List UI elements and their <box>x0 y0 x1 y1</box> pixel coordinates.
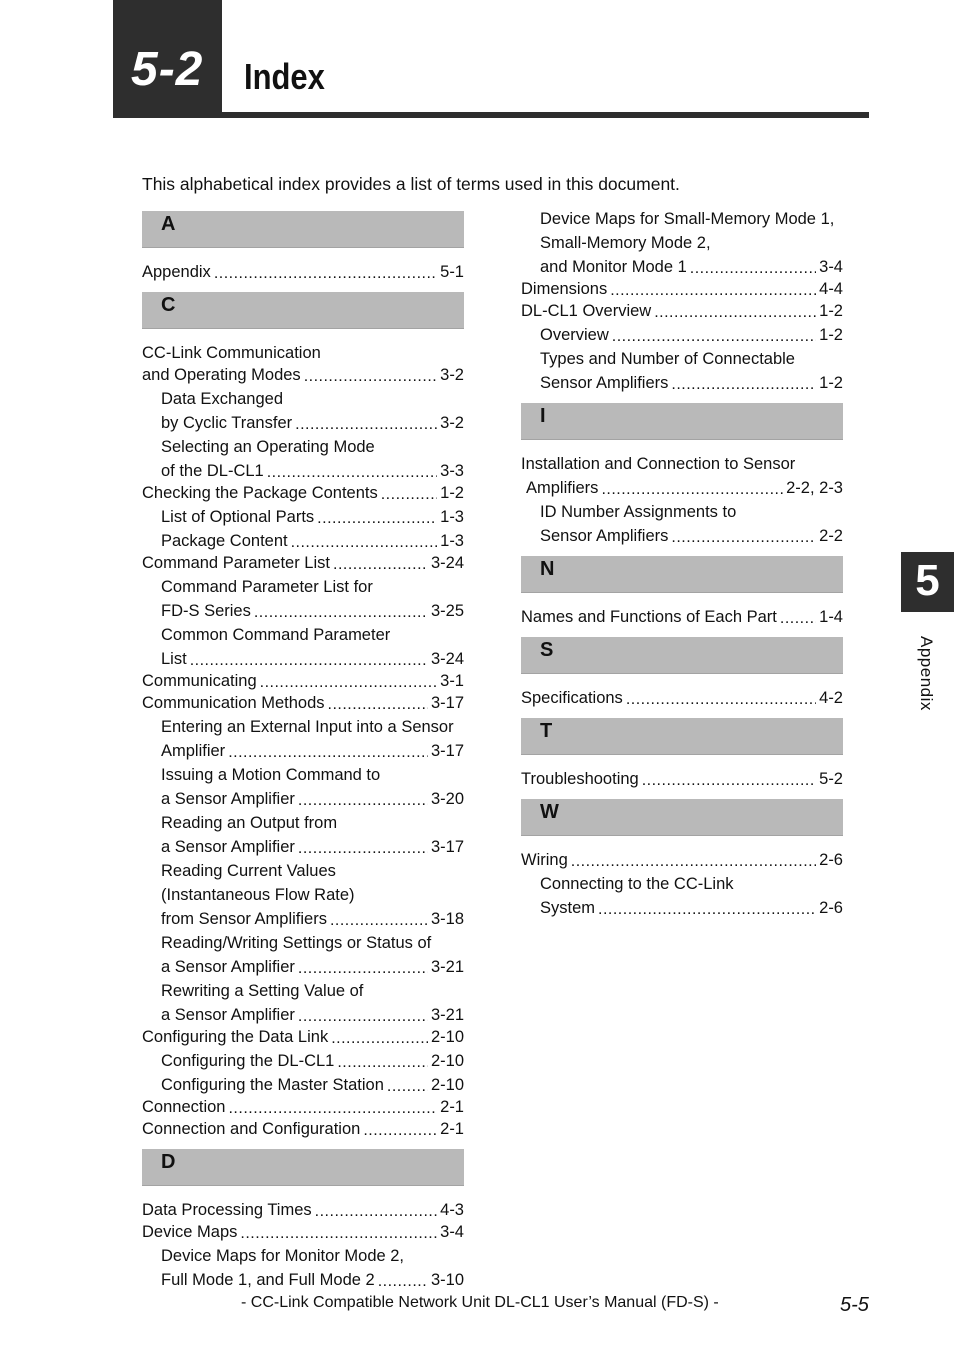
index-term: FD-S Series <box>161 602 251 620</box>
index-entry-line <box>521 345 843 369</box>
index-page-ref: 3-2 <box>440 414 464 432</box>
dot-leader <box>240 1223 437 1240</box>
index-entry <box>142 1047 464 1071</box>
index-page-ref: 3-10 <box>430 1271 464 1289</box>
index-term: DL-CL1 Overview <box>521 302 652 320</box>
index-entry <box>521 474 843 498</box>
index-page-ref: 4-4 <box>819 280 843 298</box>
index-letter-header <box>521 799 843 836</box>
dot-leader <box>304 366 437 383</box>
index-letter-header <box>521 637 843 674</box>
index-letter-header <box>521 556 843 593</box>
index-entry <box>521 767 843 789</box>
chapter-tab-number: 5 <box>915 556 940 605</box>
section-gap <box>521 708 843 718</box>
index-page-ref: 2-2 <box>819 527 843 545</box>
index-term: Data Processing Times <box>142 1201 312 1219</box>
index-term: a Sensor Amplifier <box>161 1006 295 1024</box>
index-entry <box>142 905 464 929</box>
index-entry <box>142 1095 464 1117</box>
index-term: Sensor Amplifiers <box>540 527 669 545</box>
index-page-ref: 2-6 <box>819 899 843 917</box>
dot-leader <box>378 1271 428 1288</box>
index-page-ref: 3-17 <box>430 742 464 760</box>
index-page-ref: 2-1 <box>440 1120 464 1138</box>
index-page-ref: 1-2 <box>819 302 843 320</box>
index-entry <box>142 363 464 385</box>
index-entry <box>142 409 464 433</box>
index-term: List of Optional Parts <box>161 508 315 526</box>
index-term: Reading/Writing Settings or Status of <box>161 934 432 952</box>
index-term: a Sensor Amplifier <box>161 790 295 808</box>
index-term: a Sensor Amplifier <box>161 958 295 976</box>
dot-leader <box>333 554 428 571</box>
index-term: Common Command Parameter <box>161 626 391 644</box>
index-page-ref: 3-2 <box>440 366 464 384</box>
index-entry-line <box>142 761 464 785</box>
index-entry <box>521 894 843 918</box>
index-entry <box>142 833 464 857</box>
index-term: Selecting an Operating Mode <box>161 438 375 456</box>
index-entry <box>142 1001 464 1025</box>
index-page-ref: 3-24 <box>430 650 464 668</box>
chapter-tab <box>901 552 954 612</box>
dot-leader <box>387 1076 428 1093</box>
dot-leader <box>330 910 428 927</box>
index-page-ref: 1-2 <box>819 326 843 344</box>
index-entry <box>521 605 843 627</box>
index-entry <box>142 691 464 713</box>
index-entry-line <box>521 205 843 229</box>
section-gap <box>142 282 464 292</box>
index-letter: W <box>540 801 559 823</box>
dot-leader <box>337 1052 428 1069</box>
index-term: Types and Number of Connectable <box>540 350 795 368</box>
index-term: Rewriting a Setting Value of <box>161 982 364 1000</box>
index-page-ref: 3-24 <box>430 554 464 572</box>
index-entry-line <box>142 713 464 737</box>
index-term: Reading Current Values <box>161 862 336 880</box>
index-entry-line <box>521 452 843 474</box>
index-letter-header <box>142 292 464 329</box>
index-term: Specifications <box>521 689 623 707</box>
index-page-ref: 1-4 <box>819 608 843 626</box>
index-letter: A <box>161 213 176 235</box>
index-term: System <box>540 899 596 917</box>
index-page-ref: 2-10 <box>430 1076 464 1094</box>
index-term: Connecting to the CC-Link <box>540 875 734 893</box>
index-letter: N <box>540 558 555 580</box>
dot-leader <box>612 326 816 343</box>
dot-leader <box>690 258 816 275</box>
dot-leader <box>671 527 816 544</box>
index-page-ref: 2-10 <box>430 1052 464 1070</box>
index-term: Small-Memory Mode 2, <box>540 234 711 252</box>
index-term: Overview <box>540 326 609 344</box>
dot-leader <box>642 770 816 787</box>
index-letter-header <box>142 211 464 248</box>
index-entry-line <box>142 1242 464 1266</box>
index-entry-line <box>142 341 464 363</box>
title-rule <box>222 112 869 118</box>
index-entry <box>142 1025 464 1047</box>
dot-leader <box>601 479 783 496</box>
index-entry <box>142 551 464 573</box>
index-entry <box>142 1220 464 1242</box>
index-page-ref: 1-2 <box>819 374 843 392</box>
footer-manual-title: - CC-Link Compatible Network Unit DL-CL1 User’s Manual (FD-S) - <box>241 1294 719 1311</box>
index-term: Connection and Configuration <box>142 1120 361 1138</box>
index-page-ref: 5-1 <box>440 263 464 281</box>
index-entry-line <box>142 881 464 905</box>
index-letter: C <box>161 294 176 316</box>
index-entry-line <box>142 929 464 953</box>
index-term: and Monitor Mode 1 <box>540 258 687 276</box>
index-letter: D <box>161 1151 176 1173</box>
dot-leader <box>267 462 437 479</box>
index-entry <box>142 669 464 691</box>
index-entry <box>142 1198 464 1220</box>
index-page-ref: 1-3 <box>440 532 464 550</box>
index-entry-line <box>142 573 464 597</box>
index-term: Device Maps for Monitor Mode 2, <box>161 1247 405 1265</box>
index-term: Troubleshooting <box>521 770 639 788</box>
index-term: Package Content <box>161 532 288 550</box>
intro-text: This alphabetical index provides a list of terms used in this document. <box>142 174 680 194</box>
dot-leader <box>295 414 437 431</box>
dot-leader <box>780 608 816 625</box>
dot-leader <box>298 958 428 975</box>
dot-leader <box>228 1098 437 1115</box>
index-page-ref: 3-17 <box>430 838 464 856</box>
section-gap <box>521 789 843 799</box>
index-entry <box>521 253 843 277</box>
dot-leader <box>381 484 437 501</box>
index-entry-line <box>142 621 464 645</box>
index-letter: I <box>540 405 546 427</box>
index-entry <box>521 369 843 393</box>
index-term: a Sensor Amplifier <box>161 838 295 856</box>
index-entry <box>142 953 464 977</box>
dot-leader <box>571 851 816 868</box>
index-entry <box>521 277 843 299</box>
section-gap <box>521 393 843 403</box>
index-term: List <box>161 650 187 668</box>
index-page-ref: 3-17 <box>430 694 464 712</box>
index-term: Configuring the Master Station <box>161 1076 384 1094</box>
index-entry <box>142 597 464 621</box>
index-letter: T <box>540 720 553 742</box>
index-term: Installation and Connection to Sensor <box>521 455 796 473</box>
index-page-ref: 2-2, 2-3 <box>786 479 843 497</box>
index-entry <box>521 299 843 321</box>
dot-leader <box>298 838 428 855</box>
chapter-tab-label: Appendix <box>917 636 936 711</box>
footer-page-number: 5-5 <box>840 1294 869 1316</box>
index-entry <box>142 260 464 282</box>
index-term: Data Exchanged <box>161 390 284 408</box>
index-column-right <box>521 205 843 918</box>
index-term: CC-Link Communication <box>142 344 321 362</box>
index-page-ref: 2-10 <box>430 1028 464 1046</box>
index-page-ref: 1-3 <box>440 508 464 526</box>
index-term: Issuing a Motion Command to <box>161 766 381 784</box>
dot-leader <box>598 899 816 916</box>
index-page-ref: 1-2 <box>440 484 464 502</box>
index-page-ref: 3-3 <box>440 462 464 480</box>
index-term: from Sensor Amplifiers <box>161 910 327 928</box>
index-term: Communication Methods <box>142 694 325 712</box>
index-page-ref: 2-6 <box>819 851 843 869</box>
index-term: Dimensions <box>521 280 608 298</box>
index-entry-line <box>142 857 464 881</box>
index-term: of the DL-CL1 <box>161 462 264 480</box>
index-letter-header <box>521 403 843 440</box>
index-entry <box>521 686 843 708</box>
index-term: Command Parameter List <box>142 554 330 572</box>
index-term: ID Number Assignments to <box>540 503 737 521</box>
dot-leader <box>190 650 428 667</box>
index-term: Device Maps for Small-Memory Mode 1, <box>540 210 835 228</box>
index-entry <box>521 321 843 345</box>
index-letter-header <box>142 1149 464 1186</box>
index-term: Appendix <box>142 263 211 281</box>
dot-leader <box>610 280 816 297</box>
dot-leader <box>626 689 816 706</box>
index-entry <box>521 848 843 870</box>
dot-leader <box>328 694 428 711</box>
index-page-ref: 3-18 <box>430 910 464 928</box>
section-gap <box>521 627 843 637</box>
dot-leader <box>260 672 438 689</box>
index-entry <box>142 645 464 669</box>
index-entry <box>142 1117 464 1139</box>
index-term: Full Mode 1, and Full Mode 2 <box>161 1271 375 1289</box>
index-entry <box>142 737 464 761</box>
index-term: Connection <box>142 1098 226 1116</box>
index-term: Wiring <box>521 851 568 869</box>
dot-leader <box>254 602 428 619</box>
index-page-ref: 3-21 <box>430 958 464 976</box>
dot-leader <box>298 1006 428 1023</box>
index-column-left <box>142 211 464 1290</box>
index-entry <box>142 1071 464 1095</box>
index-entry <box>142 1266 464 1290</box>
index-term: Names and Functions of Each Part <box>521 608 777 626</box>
index-entry <box>142 785 464 809</box>
index-page-ref: 3-4 <box>819 258 843 276</box>
index-letter: S <box>540 639 554 661</box>
index-entry-line <box>142 809 464 833</box>
index-page-ref: 4-3 <box>440 1201 464 1219</box>
index-page-ref: 3-25 <box>430 602 464 620</box>
section-gap <box>142 1139 464 1149</box>
index-entry <box>142 527 464 551</box>
index-page-ref: 5-2 <box>819 770 843 788</box>
index-term: (Instantaneous Flow Rate) <box>161 886 355 904</box>
index-term: and Operating Modes <box>142 366 301 384</box>
dot-leader <box>228 742 428 759</box>
dot-leader <box>363 1120 437 1137</box>
dot-leader <box>214 263 437 280</box>
index-term: Entering an External Input into a Sensor <box>161 718 454 736</box>
dot-leader <box>291 532 438 549</box>
index-term: Amplifier <box>161 742 226 760</box>
index-term: Configuring the DL-CL1 <box>161 1052 335 1070</box>
index-page-ref: 4-2 <box>819 689 843 707</box>
index-entry-line <box>142 385 464 409</box>
index-term: Communicating <box>142 672 257 690</box>
index-page-ref: 3-20 <box>430 790 464 808</box>
index-entry <box>521 522 843 546</box>
dot-leader <box>315 1201 437 1218</box>
index-page-ref: 3-21 <box>430 1006 464 1024</box>
index-entry-line <box>521 870 843 894</box>
index-entry <box>142 457 464 481</box>
page-title: Index <box>244 56 325 97</box>
index-term: Amplifiers <box>526 479 599 497</box>
dot-leader <box>671 374 816 391</box>
index-entry <box>142 481 464 503</box>
index-page-ref: 3-1 <box>440 672 464 690</box>
index-page-ref: 3-4 <box>440 1223 464 1241</box>
index-term: Device Maps <box>142 1223 238 1241</box>
index-entry-line <box>142 977 464 1001</box>
index-entry-line <box>142 433 464 457</box>
dot-leader <box>298 790 428 807</box>
index-term: Reading an Output from <box>161 814 338 832</box>
section-number: 5-2 <box>131 43 204 96</box>
index-entry-line <box>521 229 843 253</box>
index-term: Sensor Amplifiers <box>540 374 669 392</box>
section-gap <box>521 546 843 556</box>
dot-leader <box>654 302 816 319</box>
index-entry <box>142 503 464 527</box>
dot-leader <box>317 508 437 525</box>
index-letter-header <box>521 718 843 755</box>
section-number-box <box>113 0 222 118</box>
index-term: by Cyclic Transfer <box>161 414 293 432</box>
index-term: Command Parameter List for <box>161 578 373 596</box>
index-page-ref: 2-1 <box>440 1098 464 1116</box>
dot-leader <box>331 1028 428 1045</box>
index-term: Configuring the Data Link <box>142 1028 329 1046</box>
index-term: Checking the Package Contents <box>142 484 378 502</box>
index-entry-line <box>521 498 843 522</box>
